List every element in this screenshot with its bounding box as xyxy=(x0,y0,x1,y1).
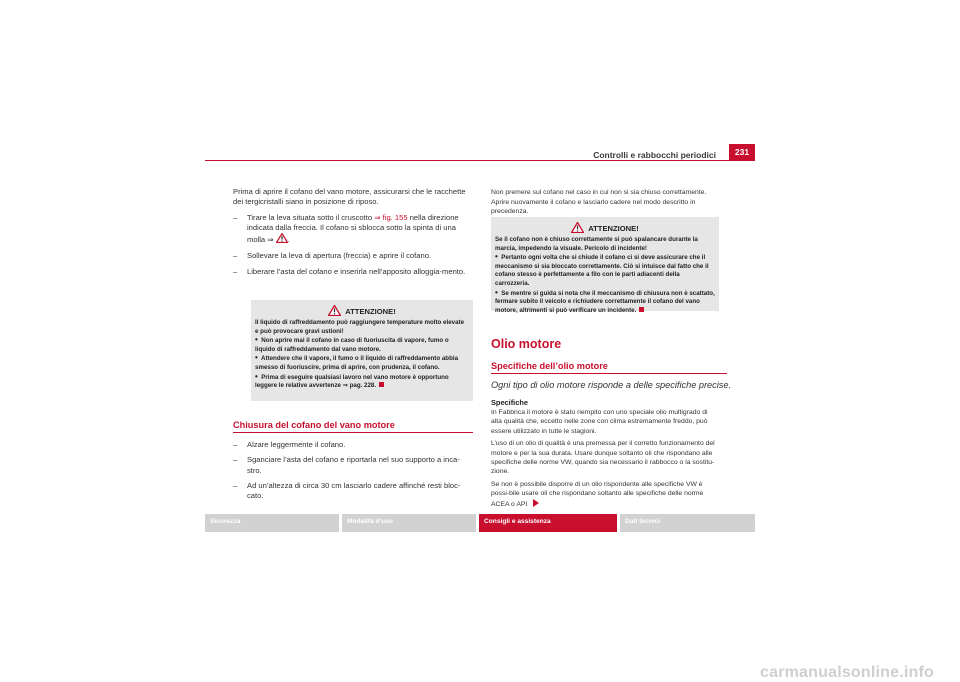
end-marker-icon xyxy=(639,307,644,312)
warning-triangle-icon xyxy=(276,233,288,246)
paragraph: L’uso di un olio di qualità è una premessa per il corretto funzionamento del motore e per la sua durata. Usare dunque soltanto oli che rispondano alle specifiche delle norme VW, quando sia necessario il rabbocco o la sostitu-zione. xyxy=(491,440,715,476)
tab-dati-tecnici[interactable]: Dati tecnici xyxy=(620,514,755,532)
step-item: – Sganciare l’asta del cofano e riportarla nel suo supporto a inca-stro. xyxy=(233,455,460,475)
close-steps xyxy=(233,440,473,506)
step-item: – Sollevare la leva di apertura (freccia) e aprire il cofano. xyxy=(233,251,432,261)
warning-heading: ATTENZIONE! xyxy=(251,300,473,317)
left-column xyxy=(233,187,473,282)
spec-content xyxy=(491,398,719,509)
warning-text: Se il cofano non è chiuso correttamente si può spalancare durante la marcia, impedendo la visuale. Pericolo di incidente! • Pertanto ogni volta che si chiude il cofano ci si deve assicurare che il meccanismo si sia bloccato correttamente. Ciò si intuisce dal fatto che il cofano stesso è perfettamente a filo con le parti adiacenti della carrozzeria. • Se mentre si guida si nota che il meccanismo di chiusura non è scattato, fermare subito il veicolo e richiudere correttamente il cofano del vano motore, altrimenti si può verificare un incidente. xyxy=(495,236,715,314)
section-title: Chiusura del cofano del vano motore xyxy=(233,420,395,430)
main-title: Olio motore xyxy=(491,337,562,351)
section-title: Specifiche dell’olio motore xyxy=(491,361,608,371)
tab-modalita-duso[interactable]: Modalità d'uso xyxy=(342,514,476,532)
warning-bullet: • Attendere che il vapore, il fumo o il liquido di raffreddamento abbia smesso di fuoriuscire, prima di aprire, con prudenza, il cofano. xyxy=(255,353,459,371)
warning-text: Il liquido di raffreddamento può raggiungere temperature molto elevate e può provocare gravi ustioni! • Non aprire mai il cofano in caso di fuoriuscita di vapore, fumo o liquido di raffreddamento dal vano motore. • Attendere che il vapore, il fumo o il liquido di raffreddamento abbia smesso di fuoriuscire, prima di aprire, con prudenza, il cofano. • Prima di eseguire qualsiasi lavoro nel vano motore è opportuno leggere le relative avvertenze ⇒ pag. 228. xyxy=(251,317,473,396)
step-item: – Alzare leggermente il cofano. xyxy=(233,440,346,449)
paragraph: In Fabbrica il motore è stato riempito con uno speciale olio multigrado di alta qualità che, eccetto nelle zone con clima estremamente freddo, può essere utilizzato in tutte le stagioni. xyxy=(491,409,708,435)
warning-heading: ATTENZIONE! xyxy=(491,217,719,234)
right-intro: Non premere sul cofano nel caso in cui non si sia chiuso correttamente. Aprire nuovamente il cofano e lasciarlo cadere nel modo descritto in precedenza. xyxy=(491,189,707,216)
step-item: – Tirare la leva situata sotto il cruscotto ⇒ fig. 155 nella direzione indicata dalla freccia. Il cofano si sblocca sotto la spinta di una molla ⇒ . xyxy=(233,213,473,247)
chapter-title: Controlli e rabbocchi periodici xyxy=(593,150,716,160)
tab-sicurezza[interactable]: Sicurezza xyxy=(205,514,339,532)
left-intro: Prima di aprire il cofano del vano motore, assicurarsi che le racchette dei tergicristalli siano in posizione di riposo. xyxy=(233,187,466,207)
section-rule xyxy=(491,373,727,374)
warning-bullet: • Prima di eseguire qualsiasi lavoro nel vano motore è opportuno leggere le relative avvertenze ⇒ pag. 228. xyxy=(255,371,449,390)
header-rule xyxy=(205,160,729,161)
warning-triangle-icon xyxy=(328,305,341,316)
section-rule xyxy=(233,432,473,433)
tab-consigli-e-assistenza[interactable]: Consigli e assistenza xyxy=(479,514,617,532)
step-item: – Ad un’altezza di circa 30 cm lasciarlo cadere affinché resti bloc-cato. xyxy=(233,480,461,501)
watermark-text: carmanualsonline.info xyxy=(760,664,935,681)
warning-box xyxy=(491,217,719,314)
figure-link[interactable]: ⇒ fig. 155 xyxy=(374,212,408,222)
page-number: 231 xyxy=(729,144,755,161)
step-item: – Liberare l’asta del cofano e inserirla nell’apposito alloggia-mento. xyxy=(233,266,466,276)
end-marker-icon xyxy=(379,382,384,387)
continue-arrow-icon xyxy=(533,499,539,507)
paragraph: Se non è possibile disporre di un olio rispondente alle specifiche VW è possi-bile usare oli che rispondano soltanto alle specifiche delle norme ACEA o API xyxy=(491,480,704,508)
warning-triangle-icon xyxy=(571,222,584,233)
warning-bullet: • Non aprire mai il cofano in caso di fuoriuscita di vapore, fumo o liquido di raffreddamento dal vano motore. xyxy=(255,335,449,353)
section-subtitle: Ogni tipo di olio motore risponde a delle specifiche precise. xyxy=(491,380,732,390)
warning-bullet: • Se mentre si guida si nota che il meccanismo di chiusura non è scattato, fermare subito il veicolo e richiudere correttamente il cofano del vano motore, altrimenti si può verificare un incidente. xyxy=(495,287,715,314)
spec-label: Specifiche xyxy=(491,398,528,407)
warning-bullet: • Pertanto ogni volta che si chiude il cofano ci si deve assicurare che il meccanismo si sia bloccato correttamente. Ciò si intuisce dal fatto che il cofano stesso è perfettamente a filo con le parti adiacenti della carrozzeria. xyxy=(495,252,709,287)
warning-box xyxy=(251,300,473,401)
